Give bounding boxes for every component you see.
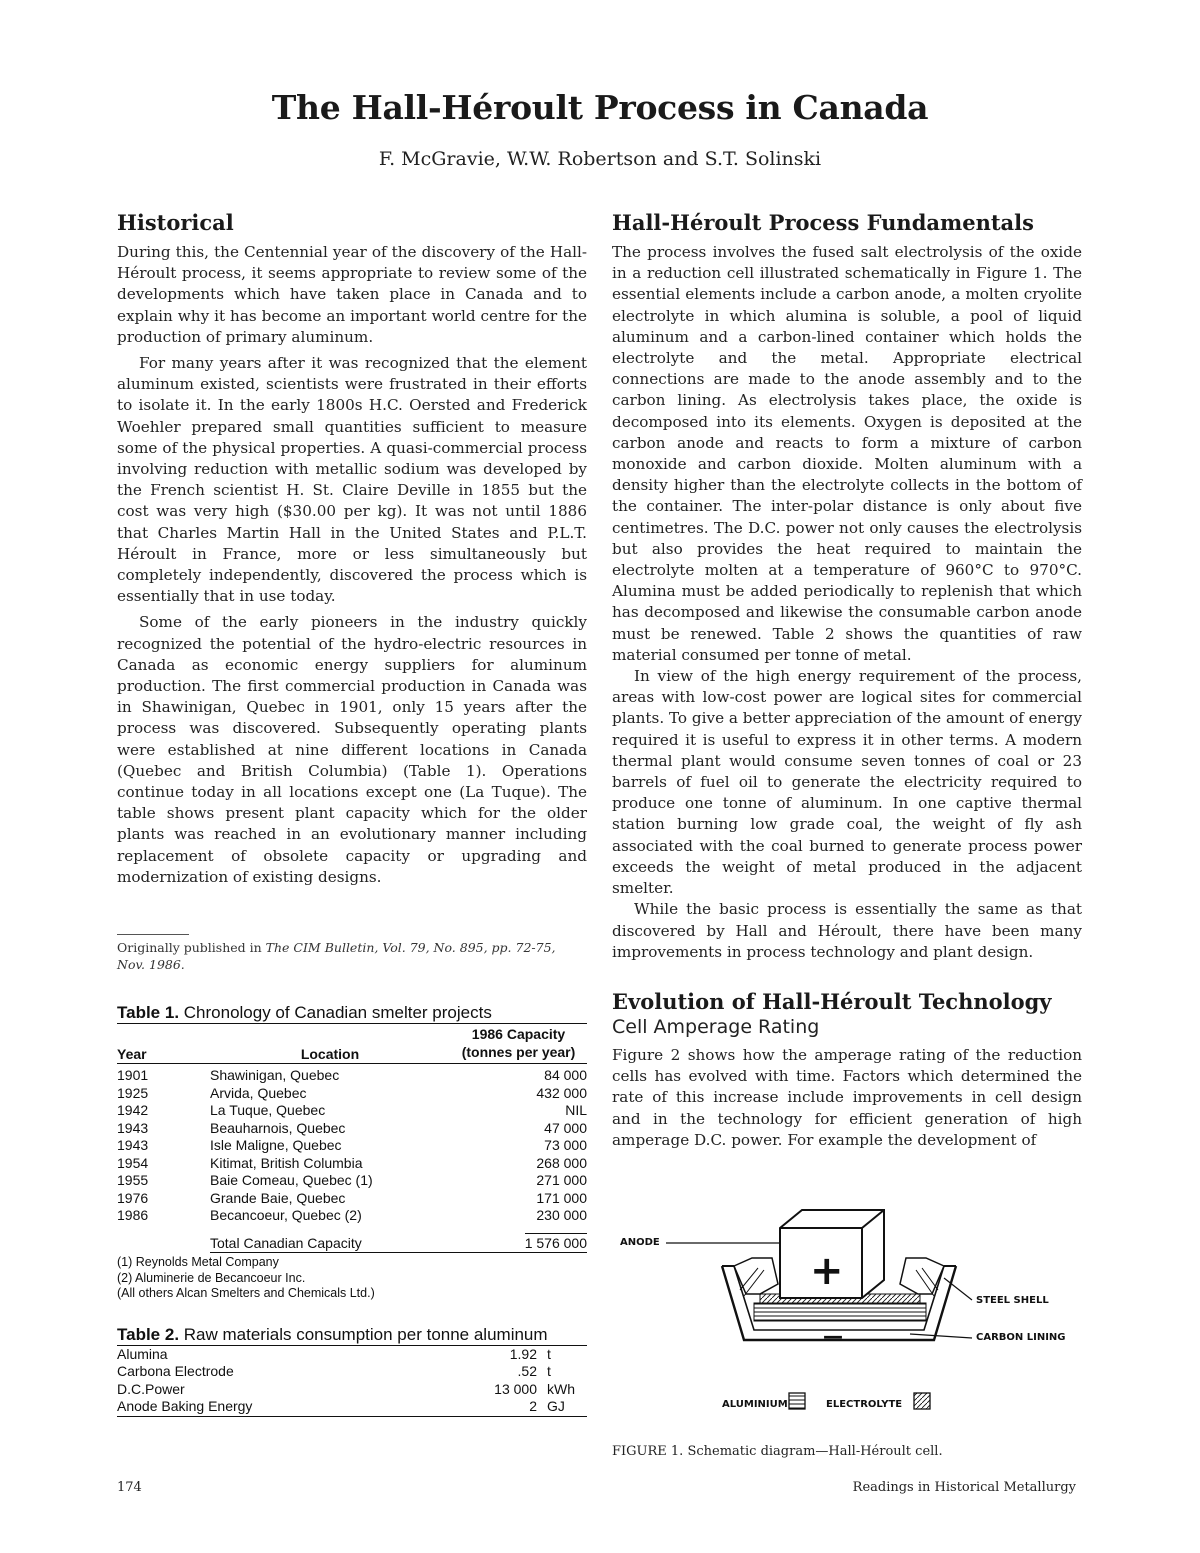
- table-2-label: Table 2.: [117, 1324, 180, 1344]
- label-steel-shell: STEEL SHELL: [976, 1295, 1049, 1306]
- table-row: [117, 1381, 587, 1399]
- anode-plus-sign: +: [810, 1248, 844, 1294]
- cell-location: Becancoeur, Quebec (2): [210, 1207, 362, 1224]
- table-row: [117, 1137, 587, 1155]
- table-1-header-row-top: [117, 1024, 587, 1044]
- table-1-header-year: Year: [117, 1044, 210, 1064]
- cell-value: 13 000: [494, 1380, 537, 1397]
- running-footer-title: Readings in Historical Metallurgy: [852, 1480, 1076, 1495]
- table-row: [117, 1398, 587, 1416]
- section-heading-fundamentals: Hall-Héroult Process Fundamentals: [612, 210, 1034, 235]
- cell-unit: t: [547, 1345, 551, 1362]
- cell-item: Carbona Electrode: [117, 1363, 234, 1380]
- cell-year: 1986: [117, 1207, 149, 1224]
- table-1-notes: [117, 1255, 587, 1302]
- left-column: [117, 210, 587, 1417]
- cell-capacity: 171 000: [536, 1189, 587, 1206]
- cell-year: 1901: [117, 1067, 149, 1084]
- table-row: [117, 1345, 587, 1363]
- table-1-header-capacity: (tonnes per year): [450, 1044, 587, 1064]
- legend-aluminium-label: ALUMINIUM: [722, 1399, 788, 1410]
- cell-year: 1943: [117, 1119, 149, 1136]
- cell-unit: kWh: [547, 1380, 575, 1397]
- hall-heroult-cell-diagram: [612, 1198, 1082, 1418]
- cell-year: 1955: [117, 1172, 149, 1189]
- fundamentals-paragraph-2: In view of the high energy requirement of the process, areas with low-cost power are logical sites for commercial plants. To give a better appreciation of the amount of energy required it is useful to express it in other terms. A modern thermal plant would consume seven tonnes of coal or 23 barrels of fuel oil to generate the electricity required to produce one tonne of aluminum. In one captive thermal station burning low grade coal, the weight of fly ash associated with the coal burned to generate process power exceeds the weight of metal produced in the adjacent smelter.: [612, 667, 1082, 898]
- table-1-header-row: [117, 1044, 587, 1064]
- table-1-total-row: [117, 1225, 587, 1253]
- article-title: The Hall-Héroult Process in Canada: [271, 88, 929, 127]
- table-2-caption: [117, 1324, 587, 1345]
- cell-item: Alumina: [117, 1345, 168, 1362]
- cell-location: La Tuque, Quebec: [210, 1102, 326, 1119]
- table-1-total-value: [450, 1225, 587, 1253]
- cell-unit: GJ: [547, 1398, 565, 1415]
- cell-value: 2: [529, 1398, 537, 1415]
- cell-location: Shawinigan, Quebec: [210, 1067, 340, 1084]
- table-row: [117, 1155, 587, 1173]
- table-1-header-location: Location: [210, 1044, 450, 1064]
- table-row: [117, 1064, 587, 1085]
- table-row: [117, 1085, 587, 1103]
- table-1-note: (2) Aluminerie de Becancoeur Inc.: [117, 1270, 306, 1285]
- cell-location: Baie Comeau, Quebec (1): [210, 1172, 373, 1189]
- fundamentals-paragraph-1: The process involves the fused salt electrolysis of the oxide in a reduction cell illustrated schematically in Figure 1. The essential elements include a carbon anode, a molten cryolite electrolyte in which alumina is soluble, a pool of liquid aluminum and a carbon-lined container which holds the electrolyte and the metal. Appropriate electrical connections are made to the anode assembly and to the carbon lining. As electrolysis takes place, the oxide is decomposed into its elements. Oxygen is deposited at the carbon anode and reacts to form a mixture of carbon monoxide and carbon dioxide. Molten aluminum with a density higher than the electrolyte collects in the bottom of the container. The inter-polar distance is only about five centimetres. The D.C. power not only causes the electrolysis but also provides the heat required to maintain the electrolyte molten at a temperature of 960°C to 970°C. Alumina must be added periodically to replenish that which has decomposed and likewise the consumable carbon anode must be renewed. Table 2 shows the quantities of raw material consumed per tonne of metal.: [612, 243, 1082, 664]
- footnote-prefix: Originally published in: [117, 940, 266, 956]
- cell-capacity: 271 000: [536, 1172, 587, 1189]
- table-2-title: Raw materials consumption per tonne aluminum: [179, 1324, 548, 1344]
- cell-capacity: 47 000: [544, 1119, 587, 1136]
- historical-paragraph-2: For many years after it was recognized that the element aluminum existed, scientists were frustrated in their efforts to isolate it. In the early 1800s H.C. Oersted and Frederick Woehler prepared small quantities sufficient to measure some of the physical properties. A quasi-commercial process involving reduction with metallic sodium was developed by the French scientist H. St. Claire Deville in 1855 but the cost was very high ($30.00 per kg). It was not until 1886 that Charles Martin Hall in the United States and P.L.T. Héroult in France, more or less simultaneously but completely independently, discovered the process which is essentially that in use today.: [117, 354, 587, 606]
- cell-capacity: 432 000: [536, 1084, 587, 1101]
- cell-capacity: 84 000: [544, 1067, 587, 1084]
- cell-item: D.C.Power: [117, 1380, 185, 1397]
- section-heading-historical: Historical: [117, 210, 234, 235]
- cell-location: Grande Baie, Quebec: [210, 1189, 346, 1206]
- footnote: [117, 939, 587, 973]
- author-line: F. McGravie, W.W. Robertson and S.T. Solinski: [378, 148, 822, 170]
- cell-year: 1976: [117, 1189, 149, 1206]
- table-1-header-capacity-top: 1986 Capacity: [471, 1026, 566, 1043]
- table-1-total-label: Total Canadian Capacity: [210, 1225, 450, 1253]
- table-1-block: [117, 1003, 587, 1302]
- evolution-paragraph: Figure 2 shows how the amperage rating of the reduction cells has evolved with time. Factors which determined the rate of this increase include improvements in cell design and in the technology for efficient generation of high amperage D.C. power. For example the development of: [612, 1045, 1082, 1149]
- table-row: [117, 1120, 587, 1138]
- cell-item: Anode Baking Energy: [117, 1398, 253, 1415]
- historical-paragraph-1: During this, the Centennial year of the discovery of the Hall-Héroult process, it seems appropriate to review some of the developments which have taken place in Canada and to explain why it has become an important world centre for the production of primary aluminum.: [117, 243, 587, 346]
- cell-location: Isle Maligne, Quebec: [210, 1137, 342, 1154]
- label-carbon-lining: CARBON LINING: [976, 1332, 1066, 1343]
- cell-location: Arvida, Quebec: [210, 1084, 307, 1101]
- legend-electrolyte-swatch: [914, 1393, 930, 1409]
- cell-capacity: NIL: [565, 1102, 587, 1119]
- cathode-minus-sign: —: [823, 1324, 843, 1348]
- table-row: [117, 1207, 587, 1225]
- historical-paragraph-3: Some of the early pioneers in the industry quickly recognized the potential of the hydro-electric resources in Canada as economic energy suppliers for aluminum production. The first commercial production in Canada was in Shawinigan, Quebec in 1901, only 15 years after the process was discovered. Subsequently operating plants were established at nine different locations in Canada (Quebec and British Columbia) (Table 1). Operations continue today in all locations except one (La Tuque). The table shows present plant capacity which for the older plants was reached in an evolutionary manner including replacement of obsolete capacity or upgrading and modernization of existing designs.: [117, 613, 587, 886]
- footnote-rule: [117, 934, 189, 935]
- carbon-lining-leader-line: [910, 1334, 972, 1338]
- cell-capacity: 268 000: [536, 1154, 587, 1171]
- table-1-total-number: 1 576 000: [524, 1234, 587, 1251]
- aluminium-pool: [754, 1303, 926, 1321]
- cell-capacity: 230 000: [536, 1207, 587, 1224]
- cell-location: Kitimat, British Columbia: [210, 1154, 363, 1171]
- label-anode: ANODE: [620, 1237, 660, 1248]
- footnote-source: The CIM Bulletin, Vol. 79, No. 895, pp. 72-75, Nov. 1986.: [117, 940, 556, 973]
- table-1-title: Chronology of Canadian smelter projects: [179, 1003, 492, 1023]
- table-row: [117, 1190, 587, 1208]
- fundamentals-paragraph-3: While the basic process is essentially the same as that discovered by Hall and Héroult, there have been many improvements in process technology and plant design.: [612, 900, 1082, 961]
- table-1: [117, 1023, 587, 1253]
- legend-aluminium-swatch: [789, 1393, 805, 1409]
- cell-unit: t: [547, 1363, 551, 1380]
- table-2: [117, 1345, 587, 1417]
- table-2-block: [117, 1324, 587, 1417]
- figure-1-caption: FIGURE 1. Schematic diagram—Hall-Héroult cell.: [612, 1444, 943, 1459]
- cell-location: Beauharnois, Quebec: [210, 1119, 346, 1136]
- cell-year: 1925: [117, 1084, 149, 1101]
- table-1-note: (All others Alcan Smelters and Chemicals Ltd.): [117, 1286, 375, 1301]
- section-heading-evolution: Evolution of Hall-Héroult Technology: [612, 988, 1052, 1014]
- table-1-note: (1) Reynolds Metal Company: [117, 1255, 279, 1270]
- table-row: [117, 1172, 587, 1190]
- cell-year: 1942: [117, 1102, 149, 1119]
- right-column: [612, 210, 1082, 1151]
- table-1-body: [117, 1064, 587, 1253]
- cell-value: .52: [517, 1363, 537, 1380]
- cell-value: 1.92: [509, 1345, 537, 1362]
- legend-electrolyte-label: ELECTROLYTE: [826, 1399, 903, 1410]
- table-1-caption: [117, 1003, 587, 1023]
- cell-year: 1954: [117, 1154, 149, 1171]
- table-1-label: Table 1.: [117, 1003, 180, 1023]
- cell-year: 1943: [117, 1137, 149, 1154]
- subsection-heading-amperage: Cell Amperage Rating: [612, 1015, 820, 1038]
- table-row: [117, 1102, 587, 1120]
- table-row: [117, 1363, 587, 1381]
- cell-capacity: 73 000: [544, 1137, 587, 1154]
- page-number: 174: [117, 1480, 142, 1495]
- figure-1: [612, 1198, 1082, 1418]
